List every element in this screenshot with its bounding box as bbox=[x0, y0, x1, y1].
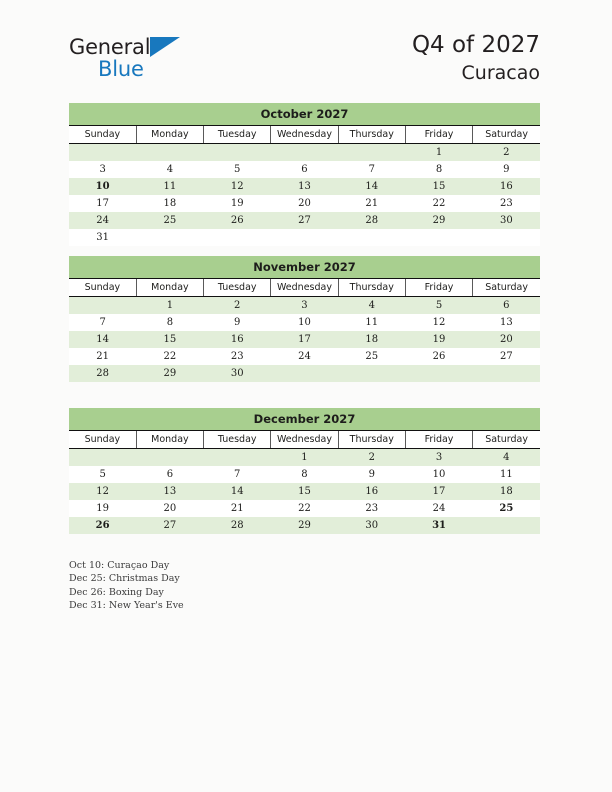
weekday-header-row bbox=[69, 126, 540, 144]
week-row bbox=[69, 449, 540, 467]
weeks-body bbox=[69, 297, 540, 383]
day-cell[interactable]: 20 bbox=[136, 500, 203, 517]
day-cell[interactable]: 1 bbox=[136, 297, 203, 315]
day-cell[interactable]: 3 bbox=[271, 297, 338, 315]
week-row bbox=[69, 161, 540, 178]
day-cell[interactable]: 12 bbox=[204, 178, 271, 195]
weekday-header-sunday: Sunday bbox=[69, 431, 136, 449]
day-cell[interactable]: 15 bbox=[271, 483, 338, 500]
day-cell[interactable]: 13 bbox=[271, 178, 338, 195]
day-cell[interactable]: 1 bbox=[271, 449, 338, 467]
day-cell[interactable]: 27 bbox=[271, 212, 338, 229]
week-row bbox=[69, 365, 540, 382]
day-cell[interactable]: 9 bbox=[473, 161, 540, 178]
day-cell[interactable]: 22 bbox=[271, 500, 338, 517]
week-row bbox=[69, 348, 540, 365]
day-cell[interactable]: 8 bbox=[405, 161, 472, 178]
day-cell[interactable]: 25 bbox=[136, 212, 203, 229]
day-cell[interactable]: 29 bbox=[136, 365, 203, 382]
empty-day-cell bbox=[338, 144, 405, 162]
weekday-header-sunday: Sunday bbox=[69, 279, 136, 297]
calendar-october bbox=[69, 103, 540, 246]
weekday-header-tuesday: Tuesday bbox=[204, 431, 271, 449]
day-cell[interactable]: 4 bbox=[338, 297, 405, 315]
empty-day-cell bbox=[473, 517, 540, 534]
day-cell[interactable]: 7 bbox=[204, 466, 271, 483]
day-cell[interactable]: 7 bbox=[338, 161, 405, 178]
day-cell[interactable]: 5 bbox=[204, 161, 271, 178]
holiday-legend bbox=[69, 559, 469, 613]
weekday-header-wednesday: Wednesday bbox=[271, 126, 338, 144]
day-cell[interactable]: 26 bbox=[69, 517, 136, 534]
triangle-icon bbox=[150, 37, 180, 57]
weekday-header-row bbox=[69, 279, 540, 297]
empty-day-cell bbox=[69, 449, 136, 467]
day-cell[interactable]: 2 bbox=[204, 297, 271, 315]
legend-item: Dec 25: Christmas Day bbox=[69, 573, 180, 585]
day-cell[interactable]: 10 bbox=[69, 178, 136, 195]
month-grid-november bbox=[69, 279, 540, 382]
month-title-december: December 2027 bbox=[69, 408, 540, 431]
month-grid-december bbox=[69, 431, 540, 534]
empty-day-cell bbox=[204, 229, 271, 246]
logo-text-blue: Blue bbox=[98, 57, 144, 81]
day-cell[interactable]: 18 bbox=[473, 483, 540, 500]
day-cell[interactable]: 2 bbox=[338, 449, 405, 467]
day-cell[interactable]: 17 bbox=[69, 195, 136, 212]
empty-day-cell bbox=[473, 365, 540, 382]
empty-day-cell bbox=[136, 144, 203, 162]
week-row bbox=[69, 500, 540, 517]
day-cell[interactable]: 25 bbox=[473, 500, 540, 517]
day-cell[interactable]: 26 bbox=[405, 348, 472, 365]
week-row bbox=[69, 517, 540, 534]
week-row bbox=[69, 178, 540, 195]
empty-day-cell bbox=[204, 144, 271, 162]
day-cell[interactable]: 19 bbox=[69, 500, 136, 517]
weeks-body bbox=[69, 144, 540, 247]
empty-day-cell bbox=[69, 297, 136, 315]
month-title-october: October 2027 bbox=[69, 103, 540, 126]
week-row bbox=[69, 212, 540, 229]
day-cell[interactable]: 15 bbox=[405, 178, 472, 195]
weekday-header-thursday: Thursday bbox=[338, 279, 405, 297]
empty-day-cell bbox=[405, 229, 472, 246]
calendar-december bbox=[69, 408, 540, 534]
day-cell[interactable]: 28 bbox=[204, 517, 271, 534]
empty-day-cell bbox=[204, 449, 271, 467]
day-cell[interactable]: 19 bbox=[405, 331, 472, 348]
empty-day-cell bbox=[338, 229, 405, 246]
day-cell[interactable]: 6 bbox=[136, 466, 203, 483]
empty-day-cell bbox=[271, 365, 338, 382]
weekday-header-saturday: Saturday bbox=[473, 126, 540, 144]
weekday-header-thursday: Thursday bbox=[338, 431, 405, 449]
page-title: Q4 of 2027 bbox=[411, 32, 540, 58]
day-cell[interactable]: 27 bbox=[473, 348, 540, 365]
day-cell[interactable]: 2 bbox=[473, 144, 540, 162]
weekday-header-tuesday: Tuesday bbox=[204, 126, 271, 144]
day-cell[interactable]: 22 bbox=[136, 348, 203, 365]
country-subtitle: Curacao bbox=[461, 62, 540, 84]
day-cell[interactable]: 8 bbox=[136, 314, 203, 331]
day-cell[interactable]: 22 bbox=[405, 195, 472, 212]
day-cell[interactable]: 25 bbox=[338, 348, 405, 365]
day-cell[interactable]: 13 bbox=[136, 483, 203, 500]
day-cell[interactable]: 15 bbox=[136, 331, 203, 348]
day-cell[interactable]: 8 bbox=[271, 466, 338, 483]
day-cell[interactable]: 7 bbox=[69, 314, 136, 331]
day-cell[interactable]: 29 bbox=[405, 212, 472, 229]
general-blue-logo[interactable] bbox=[69, 34, 249, 90]
day-cell[interactable]: 3 bbox=[405, 449, 472, 467]
day-cell[interactable]: 3 bbox=[69, 161, 136, 178]
empty-day-cell bbox=[136, 449, 203, 467]
day-cell[interactable]: 28 bbox=[338, 212, 405, 229]
logo-line-1 bbox=[69, 34, 249, 60]
weekday-header-sunday: Sunday bbox=[69, 126, 136, 144]
month-title-november: November 2027 bbox=[69, 256, 540, 279]
weekday-header-tuesday: Tuesday bbox=[204, 279, 271, 297]
day-cell[interactable]: 26 bbox=[204, 212, 271, 229]
day-cell[interactable]: 10 bbox=[271, 314, 338, 331]
weekday-header-row bbox=[69, 431, 540, 449]
day-cell[interactable]: 30 bbox=[473, 212, 540, 229]
week-row bbox=[69, 195, 540, 212]
weekday-header-monday: Monday bbox=[136, 431, 203, 449]
day-cell[interactable]: 16 bbox=[204, 331, 271, 348]
day-cell[interactable]: 16 bbox=[338, 483, 405, 500]
day-cell[interactable]: 23 bbox=[204, 348, 271, 365]
day-cell[interactable]: 18 bbox=[136, 195, 203, 212]
empty-day-cell bbox=[271, 144, 338, 162]
day-cell[interactable]: 31 bbox=[69, 229, 136, 246]
day-cell[interactable]: 29 bbox=[271, 517, 338, 534]
weekday-header-wednesday: Wednesday bbox=[271, 431, 338, 449]
weekday-header-friday: Friday bbox=[405, 279, 472, 297]
day-cell[interactable]: 12 bbox=[69, 483, 136, 500]
month-grid-october bbox=[69, 126, 540, 246]
day-cell[interactable]: 21 bbox=[69, 348, 136, 365]
day-cell[interactable]: 23 bbox=[473, 195, 540, 212]
day-cell[interactable]: 14 bbox=[69, 331, 136, 348]
week-row bbox=[69, 314, 540, 331]
day-cell[interactable]: 13 bbox=[473, 314, 540, 331]
weekday-header-saturday: Saturday bbox=[473, 279, 540, 297]
day-cell[interactable]: 6 bbox=[473, 297, 540, 315]
day-cell[interactable]: 11 bbox=[473, 466, 540, 483]
day-cell[interactable]: 9 bbox=[338, 466, 405, 483]
day-cell[interactable]: 10 bbox=[405, 466, 472, 483]
weekday-header-friday: Friday bbox=[405, 126, 472, 144]
week-row bbox=[69, 144, 540, 162]
day-cell[interactable]: 31 bbox=[405, 517, 472, 534]
day-cell[interactable]: 21 bbox=[204, 500, 271, 517]
day-cell[interactable]: 11 bbox=[136, 178, 203, 195]
day-cell[interactable]: 19 bbox=[204, 195, 271, 212]
legend-item: Oct 10: Curaçao Day bbox=[69, 560, 170, 571]
title-block bbox=[412, 30, 540, 86]
day-cell[interactable]: 27 bbox=[136, 517, 203, 534]
day-cell[interactable]: 4 bbox=[473, 449, 540, 467]
day-cell[interactable]: 17 bbox=[405, 483, 472, 500]
day-cell[interactable]: 16 bbox=[473, 178, 540, 195]
day-cell[interactable]: 28 bbox=[69, 365, 136, 382]
empty-day-cell bbox=[136, 229, 203, 246]
day-cell[interactable]: 24 bbox=[405, 500, 472, 517]
week-row bbox=[69, 229, 540, 246]
empty-day-cell bbox=[473, 229, 540, 246]
weeks-body bbox=[69, 449, 540, 535]
day-cell[interactable]: 6 bbox=[271, 161, 338, 178]
day-cell[interactable]: 17 bbox=[271, 331, 338, 348]
week-row bbox=[69, 483, 540, 500]
day-cell[interactable]: 9 bbox=[204, 314, 271, 331]
week-row bbox=[69, 331, 540, 348]
day-cell[interactable]: 20 bbox=[473, 331, 540, 348]
weekday-header-saturday: Saturday bbox=[473, 431, 540, 449]
week-row bbox=[69, 466, 540, 483]
calendar-november bbox=[69, 256, 540, 382]
day-cell[interactable]: 14 bbox=[338, 178, 405, 195]
day-cell[interactable]: 24 bbox=[69, 212, 136, 229]
empty-day-cell bbox=[405, 365, 472, 382]
empty-day-cell bbox=[271, 229, 338, 246]
day-cell[interactable]: 30 bbox=[338, 517, 405, 534]
logo-text-general: General bbox=[69, 35, 151, 59]
day-cell[interactable]: 1 bbox=[405, 144, 472, 162]
day-cell[interactable]: 12 bbox=[405, 314, 472, 331]
day-cell[interactable]: 11 bbox=[338, 314, 405, 331]
day-cell[interactable]: 5 bbox=[405, 297, 472, 315]
day-cell[interactable]: 14 bbox=[204, 483, 271, 500]
weekday-header-friday: Friday bbox=[405, 431, 472, 449]
weekday-header-monday: Monday bbox=[136, 279, 203, 297]
day-cell[interactable]: 4 bbox=[136, 161, 203, 178]
empty-day-cell bbox=[338, 365, 405, 382]
legend-item: Dec 31: New Year's Eve bbox=[69, 600, 184, 612]
day-cell[interactable]: 24 bbox=[271, 348, 338, 365]
day-cell[interactable]: 5 bbox=[69, 466, 136, 483]
day-cell[interactable]: 20 bbox=[271, 195, 338, 212]
day-cell[interactable]: 21 bbox=[338, 195, 405, 212]
day-cell[interactable]: 23 bbox=[338, 500, 405, 517]
legend-item: Dec 26: Boxing Day bbox=[69, 586, 164, 598]
week-row bbox=[69, 297, 540, 315]
page-header bbox=[69, 30, 540, 96]
empty-day-cell bbox=[69, 144, 136, 162]
day-cell[interactable]: 18 bbox=[338, 331, 405, 348]
day-cell[interactable]: 30 bbox=[204, 365, 271, 382]
weekday-header-thursday: Thursday bbox=[338, 126, 405, 144]
weekday-header-wednesday: Wednesday bbox=[271, 279, 338, 297]
weekday-header-monday: Monday bbox=[136, 126, 203, 144]
